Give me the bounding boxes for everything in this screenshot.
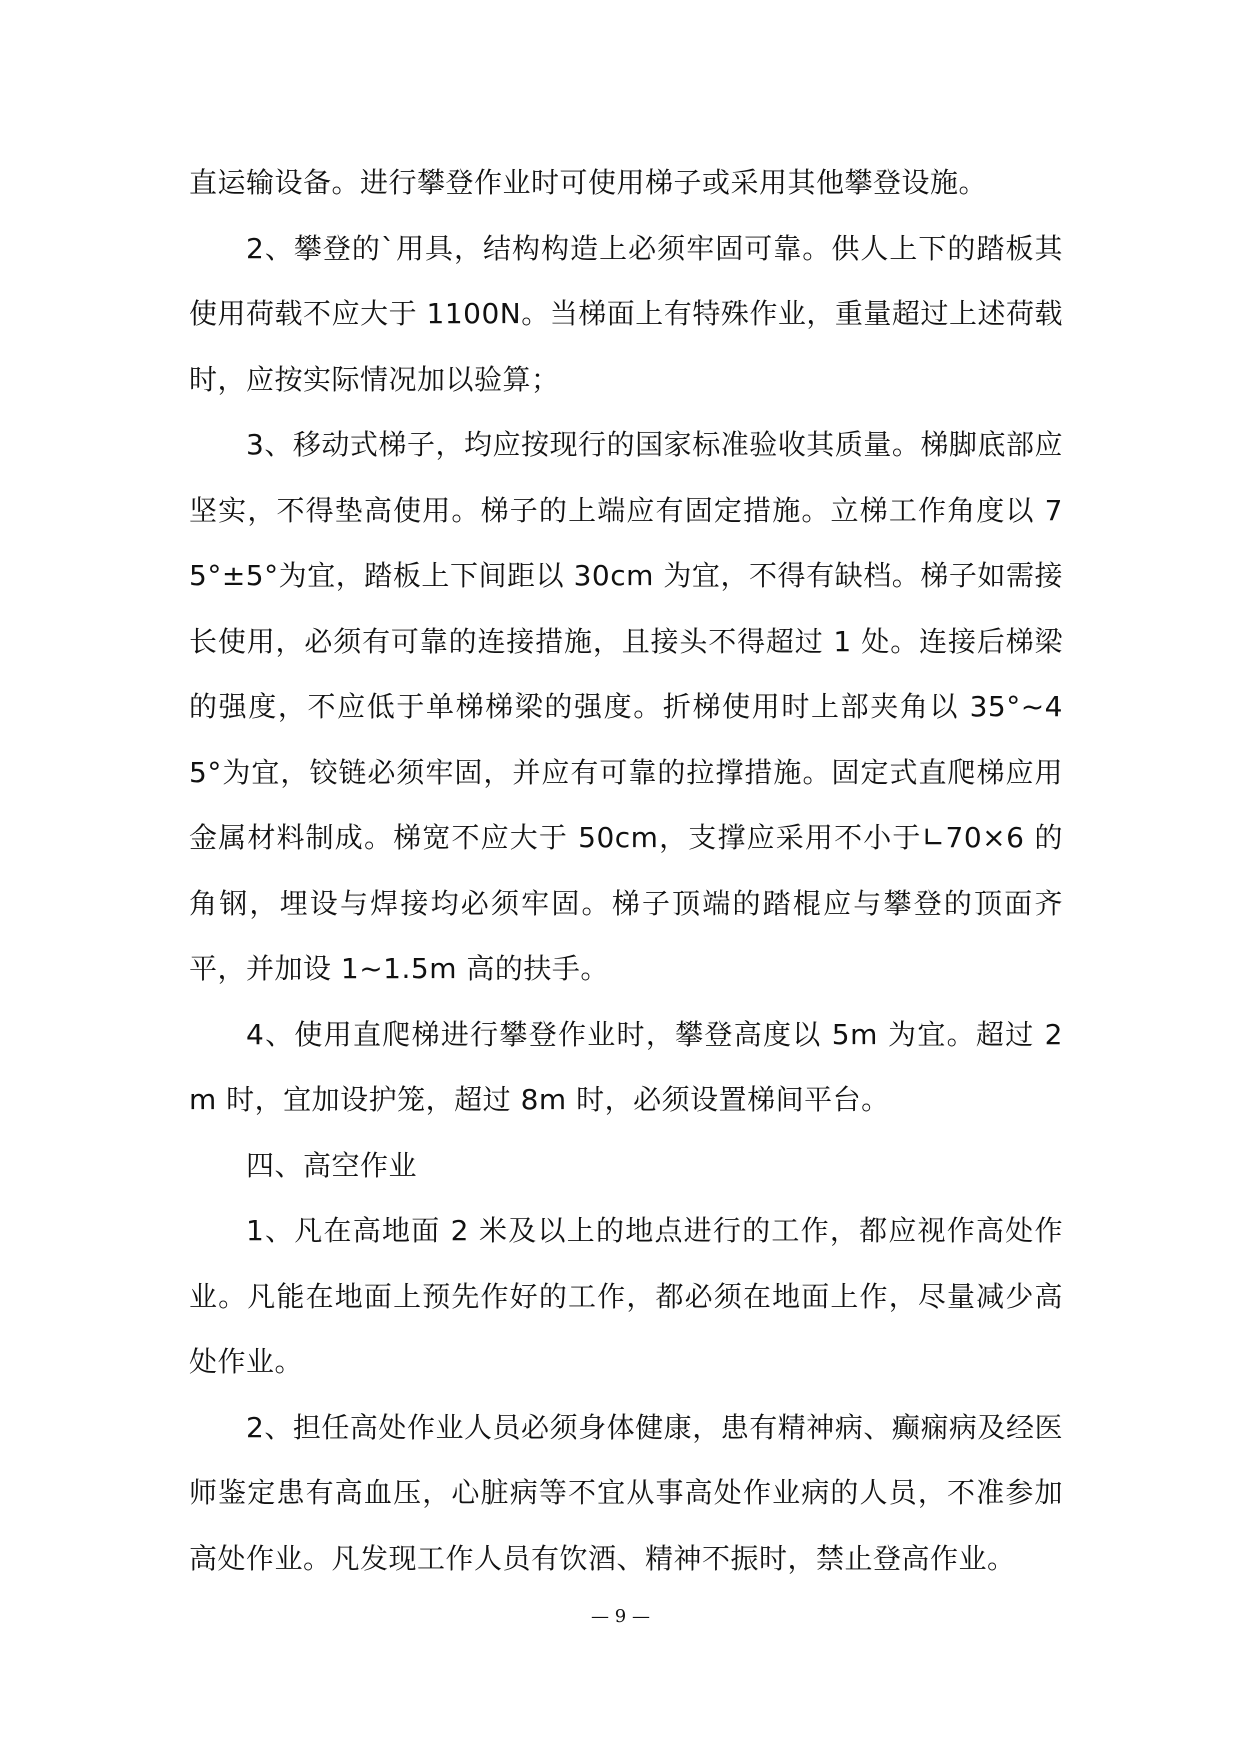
paragraph-high-work-item-2: 2、担任高处作业人员必须身体健康，患有精神病、癫痫病及经医师鉴定患有高血压，心脏病等不宜从事高处作业病的人员，不准参加高处作业。凡发现工作人员有饮酒、精神不振时，禁止登高作业。 xyxy=(189,1410,1063,1575)
paragraph-item-4-vertical-ladders: 4、使用直爬梯进行攀登作业时，攀登高度以 5m 为宜。超过 2m 时，宜加设护笼，超过 8m 时，必须设置梯间平台。 xyxy=(189,1017,1063,1116)
paragraph-item-2-climbing-tools: 2、攀登的`用具，结构构造上必须牢固可靠。供人上下的踏板其使用荷载不应大于 1100N。当梯面上有特殊作业，重量超过上述荷载时，应按实际情况加以验算； xyxy=(189,231,1063,396)
paragraph-high-work-item-1: 1、凡在高地面 2 米及以上的地点进行的工作，都应视作高处作业。凡能在地面上预先作好的工作，都必须在地面上作，尽量减少高处作业。 xyxy=(189,1214,1063,1378)
paragraph-item-3-mobile-ladders: 3、移动式梯子，均应按现行的国家标准验收其质量。梯脚底部应坚实，不得垫高使用。梯子的上端应有固定措施。立梯工作角度以 75°±5°为宜，踏板上下间距以 30cm 为宜，不得有缺档。梯子如需接长使用，必须有可靠的连接措施，且接头不得超过 1 处。连接后梯梁的强度，不应低于单梯梯梁的强度。折梯使用时上部夹角以 35°~45°为宜，铰链必须牢固，并应有可靠的拉撑措施。固定式直爬梯应用金属材料制成。梯宽不应大于 50cm，支撑应采用不小于∟70×6 的角钢，埋设与焊接均必须牢固。梯子顶端的踏棍应与攀登的顶面齐平，并加设 1~1.5m 高的扶手。 xyxy=(189,428,1063,985)
paragraph-continuation: 直运输设备。进行攀登作业时可使用梯子或采用其他攀登设施。 xyxy=(189,166,988,199)
page-number: — 9 — xyxy=(591,1606,650,1627)
section-heading-high-altitude-work: 四、高空作业 xyxy=(246,1148,418,1182)
document-body xyxy=(189,150,1063,1591)
